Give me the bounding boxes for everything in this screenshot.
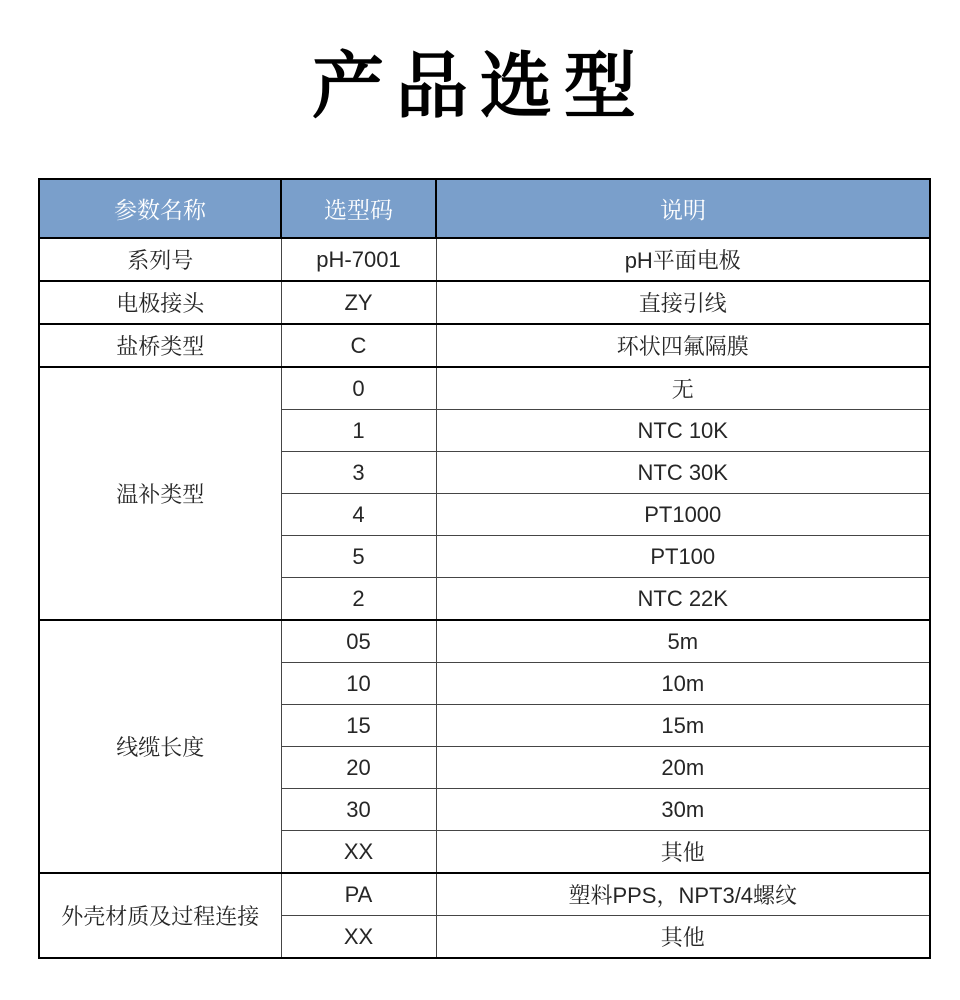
- description-cell: NTC 30K: [436, 452, 930, 494]
- param-name-cell: 盐桥类型: [39, 324, 281, 367]
- param-name-cell: 温补类型: [39, 367, 281, 620]
- header-code: 选型码: [281, 179, 436, 238]
- code-cell: 05: [281, 620, 436, 663]
- table-row: [39, 324, 930, 367]
- code-cell: 30: [281, 789, 436, 831]
- page-title: 产品选型: [311, 47, 648, 127]
- code-cell: 10: [281, 663, 436, 705]
- description-cell: NTC 10K: [436, 410, 930, 452]
- code-cell: XX: [281, 916, 436, 959]
- code-cell: 4: [281, 494, 436, 536]
- description-cell: pH平面电极: [436, 238, 930, 281]
- description-cell: NTC 22K: [436, 578, 930, 621]
- description-cell: 30m: [436, 789, 930, 831]
- code-cell: pH-7001: [281, 238, 436, 281]
- table-row: [39, 367, 930, 410]
- description-cell: PT100: [436, 536, 930, 578]
- param-name-cell: 线缆长度: [39, 620, 281, 873]
- product-selection-table: [38, 178, 931, 959]
- param-name-cell: 电极接头: [39, 281, 281, 324]
- table-row: [39, 873, 930, 916]
- header-description: 说明: [436, 179, 930, 238]
- description-cell: 20m: [436, 747, 930, 789]
- code-cell: PA: [281, 873, 436, 916]
- description-cell: 直接引线: [436, 281, 930, 324]
- code-cell: 0: [281, 367, 436, 410]
- code-cell: ZY: [281, 281, 436, 324]
- header-row: [39, 179, 930, 238]
- param-name-cell: 系列号: [39, 238, 281, 281]
- code-cell: C: [281, 324, 436, 367]
- description-cell: 10m: [436, 663, 930, 705]
- code-cell: XX: [281, 831, 436, 874]
- header-param-name: 参数名称: [39, 179, 281, 238]
- code-cell: 15: [281, 705, 436, 747]
- description-cell: 无: [436, 367, 930, 410]
- code-cell: 5: [281, 536, 436, 578]
- table-row: [39, 281, 930, 324]
- table-row: [39, 620, 930, 663]
- param-name-cell: 外壳材质及过程连接: [39, 873, 281, 958]
- code-cell: 3: [281, 452, 436, 494]
- description-cell: 5m: [436, 620, 930, 663]
- code-cell: 2: [281, 578, 436, 621]
- description-cell: PT1000: [436, 494, 930, 536]
- description-cell: 塑料PPS，NPT3/4螺纹: [436, 873, 930, 916]
- code-cell: 20: [281, 747, 436, 789]
- description-cell: 环状四氟隔膜: [436, 324, 930, 367]
- description-cell: 其他: [436, 831, 930, 874]
- table-body: [39, 238, 930, 958]
- table-row: [39, 238, 930, 281]
- code-cell: 1: [281, 410, 436, 452]
- description-cell: 其他: [436, 916, 930, 959]
- description-cell: 15m: [436, 705, 930, 747]
